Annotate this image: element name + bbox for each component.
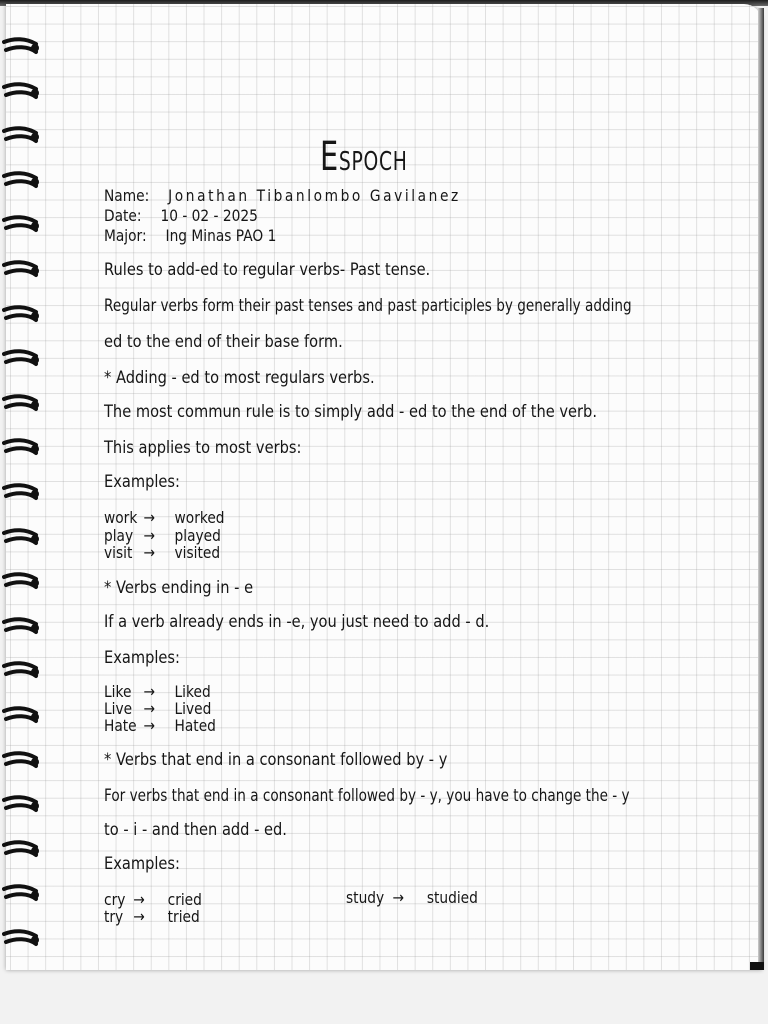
section-1-line-1: The most commun rule is to simply add - ed to the end of the verb. <box>104 402 597 422</box>
arrow-icon: → <box>392 888 404 907</box>
arrow-icon: → <box>133 907 145 926</box>
name-value: Jonathan Tibanlombo Gavilanez <box>168 186 461 205</box>
name-label: Name: <box>104 186 150 205</box>
section-3-title: * Verbs that end in a consonant followed by - y <box>104 750 448 770</box>
date-line <box>104 206 258 225</box>
intro-line-2: ed to the end of their base form. <box>104 332 343 352</box>
example-past: tried <box>167 907 200 926</box>
spiral-coil <box>2 302 40 328</box>
section-1-title: * Adding - ed to most regulars verbs. <box>104 368 375 388</box>
page-corner <box>750 962 764 970</box>
example-past: worked <box>174 508 225 527</box>
section-2-line-1: If a verb already ends in -e, you just need to add - d. <box>104 612 490 632</box>
example-past: Hated <box>174 716 216 735</box>
major-value: Ing Minas PAO 1 <box>165 226 277 245</box>
heading: Rules to add-ed to regular verbs- Past tense. <box>104 260 431 280</box>
page-edge-shadow <box>758 8 764 968</box>
spiral-coil <box>2 614 40 640</box>
example-base: cry <box>104 890 126 909</box>
spiral-coil <box>2 435 40 461</box>
spiral-coil <box>2 658 40 684</box>
example-row <box>104 716 216 735</box>
spiral-coil <box>2 748 40 774</box>
page-title <box>320 134 408 180</box>
example-past: studied <box>426 888 478 907</box>
section-2-examples-label: Examples: <box>104 648 180 668</box>
example-base: Hate <box>104 716 137 735</box>
arrow-icon: → <box>143 526 156 545</box>
example-past: cried <box>167 890 202 909</box>
date-value: 10 - 02 - 2025 <box>160 206 258 225</box>
spiral-coil <box>2 79 40 105</box>
section-2-title: * Verbs ending in - e <box>104 578 254 598</box>
example-past: Lived <box>174 699 212 718</box>
example-base: try <box>104 907 124 926</box>
spiral-coil <box>2 123 40 149</box>
example-base: play <box>104 526 134 545</box>
example-base: visit <box>104 543 133 562</box>
example-base: Live <box>104 699 133 718</box>
example-row <box>104 543 220 562</box>
example-base: study <box>346 888 385 907</box>
title-rest: SPOCH <box>338 147 408 177</box>
major-label: Major: <box>104 226 147 245</box>
spiral-coil <box>2 569 40 595</box>
arrow-icon: → <box>143 716 156 735</box>
section-3-examples-label: Examples: <box>104 854 180 874</box>
example-row <box>104 907 200 926</box>
major-line <box>104 226 276 245</box>
arrow-icon: → <box>133 890 145 909</box>
spiral-coil <box>2 792 40 818</box>
spiral-coil <box>2 926 40 952</box>
spiral-coil <box>2 881 40 907</box>
arrow-icon: → <box>143 682 156 701</box>
spiral-coil <box>2 346 40 372</box>
spiral-coil <box>2 257 40 283</box>
spiral-coil <box>2 525 40 551</box>
example-past: visited <box>174 543 221 562</box>
arrow-icon: → <box>143 543 156 562</box>
example-base: Like <box>104 682 132 701</box>
arrow-icon: → <box>143 699 156 718</box>
spiral-coil <box>2 480 40 506</box>
intro-line-1: Regular verbs form their past tenses and past participles by generally adding <box>104 296 632 316</box>
date-label: Date: <box>104 206 142 225</box>
spiral-coil <box>2 168 40 194</box>
spiral-coil <box>2 837 40 863</box>
example-row <box>346 888 478 907</box>
section-3-line-2: to - i - and then add - ed. <box>104 820 287 840</box>
example-base: work <box>104 508 138 527</box>
arrow-icon: → <box>143 508 156 527</box>
example-past: Liked <box>174 682 211 701</box>
example-row <box>104 508 225 527</box>
section-1-examples-label: Examples: <box>104 472 180 492</box>
spiral-coil <box>2 212 40 238</box>
section-1-line-2: This applies to most verbs: <box>104 438 302 458</box>
spiral-coil <box>2 703 40 729</box>
name-line <box>104 186 461 205</box>
example-past: played <box>174 526 221 545</box>
spiral-binding <box>0 0 48 1024</box>
title-initial: E <box>320 134 339 180</box>
spiral-coil <box>2 391 40 417</box>
spiral-coil <box>2 34 40 60</box>
section-3-line-1: For verbs that end in a consonant followed by - y, you have to change the - y <box>104 786 630 806</box>
